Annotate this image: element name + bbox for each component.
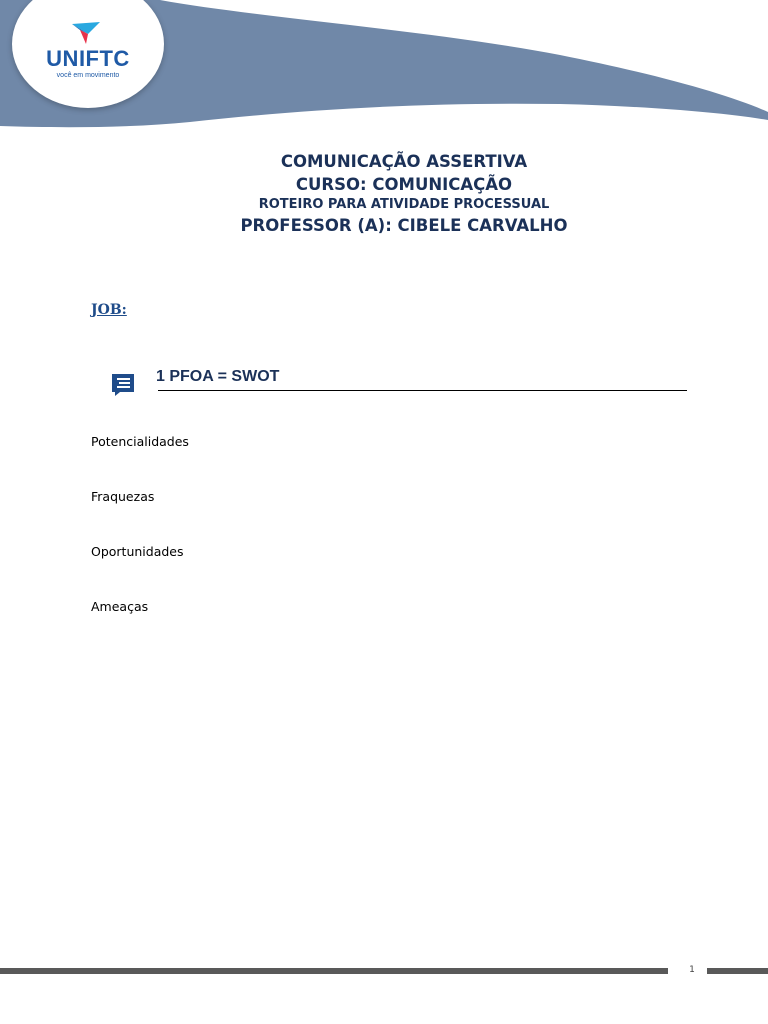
document-title-block [0, 150, 768, 238]
swot-item-potencialidades: Potencialidades [91, 434, 189, 449]
logo-tagline: você em movimento [56, 72, 120, 79]
course-line: CURSO: COMUNICAÇÃO [295, 175, 513, 194]
section-rule [158, 390, 687, 391]
swot-item-fraquezas: Fraquezas [91, 489, 155, 504]
logo-wordmark: UNIFTC [46, 46, 130, 71]
footer-rule-left [0, 968, 668, 974]
swot-item-ameacas: Ameaças [91, 599, 149, 614]
document-title: COMUNICAÇÃO ASSERTIVA [280, 152, 528, 171]
job-label: JOB: [91, 302, 127, 318]
paper-plane-icon [70, 20, 102, 46]
swot-item-oportunidades: Oportunidades [91, 544, 184, 559]
page-number: 1 [689, 965, 695, 975]
section-heading: 1 PFOA = SWOT [156, 368, 280, 385]
logo [40, 20, 136, 80]
professor-line: PROFESSOR (A): CIBELE CARVALHO [240, 216, 568, 235]
footer-rule-right [707, 968, 768, 974]
document-subtitle: ROTEIRO PARA ATIVIDADE PROCESSUAL [258, 197, 550, 212]
comment-lines-icon [110, 372, 136, 398]
